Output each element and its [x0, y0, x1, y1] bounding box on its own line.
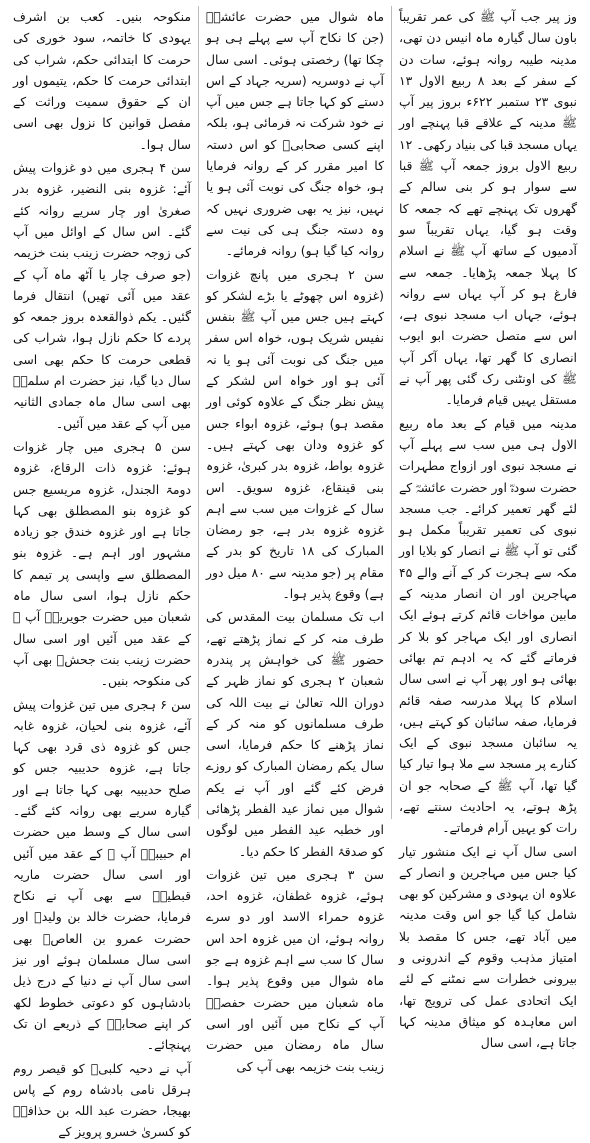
paragraph: سن ۲ ہجری میں پانچ غزوات (غزوہ اس چھوٹے یا بڑے لشکر کو کہتے ہیں جس میں آپ ﷺ بنفس نفیس شریک ہوں، خواہ اس سفر میں جنگ کی نوبت آئی ہو یا نہ آئی ہو اور خواہ اس لشکر کے پیش نظر جنگ کے علاوہ کوئی اور مقصد ہو) ہوئے، غزوہ ابواء جس کو غزوہ ودان بھی کہتے ہیں۔ غزوہ بواط، غزوہ بدر کبریٰ، غزوہ بنی قینقاع، غزوہ سویق۔ اس سال کے غزوات میں سب سے اہم غزوہ غزوہ بدر ہے، جو رمضان المبارک کی ۱۸ تاریخ کو بدر کے مقام پر (جو مدینہ سے ۸۰ میل دور ہے) وقوع پذیر ہوا۔ — [206, 266, 384, 602]
paragraph: آپ نے دحیہ کلبیؓ کو قیصر روم ہرقل نامی بادشاہ روم کے پاس بھیجا، حضرت عبد اللہ بن حذافہؓ کو کسریٰ خسرو پرویز کے — [13, 1060, 191, 1140]
column-middle — [199, 6, 392, 1074]
paragraph: سن ۵ ہجری میں چار غزوات ہوئے: غزوہ ذات الرقاع، غزوہ دومۃ الجندل، غزوہ مریسیع جس کو غزوہ بنو المصطلق بھی کہا جاتا ہے اور غزوہ خندق جو زیادہ مشہور اور اہم ہے۔ غزوہ بنو المصطلق سے واپسی پر تیمم کا حکم نازل ہوا، اسی سال ماہ شعبان میں حضرت جویریہؓ آپ ﷺ کے عقد میں آئیں اور اسی سال حضرت زینب بنت جحشؓ بھی آپ کی منکوحہ بنیں۔ — [13, 438, 191, 689]
paragraph: ماہ شوال میں حضرت عائشہؓ (جن کا نکاح آپ سے پہلے ہی ہو چکا تھا) رخصتی ہوئی۔ اسی سال آپ نے دوسریہ (سریہ جہاد کے اس دستے کو کہا جاتا ہے جس میں آپ نے خود شرکت نہ فرمائی ہو، بلکہ اپنے کسی صحابیؓ کو اس دستہ کا امیر مقرر کر کے روانہ فرمایا ہو، خواہ جنگ کی نوبت آئی ہو یا نہیں، نیز یہ بھی ضروری نہیں کہ وہ دستہ جنگ ہی کی نیت سے روانہ کیا گیا ہو) روانہ فرمائے۔ — [206, 9, 384, 259]
paragraph: مدینہ میں قیام کے بعد ماہ ربیع الاول ہی میں سب سے پہلے آپ نے مسجد نبوی اور ازواج مطہرات حضرت سودہؓ اور حضرت عائشہؓ کے لئے گھر تعمیر کرائے۔ جب مسجد نبوی کی تعمیر تقریباً مکمل ہو گئی تو آپ ﷺ نے انصار کو بلایا اور مکہ سے ہجرت کر کے آنے والے ۴۵ مہاجرین اور ان انصار مدینہ کے مابین مواخات قائم کرتے ہوئے ایک انصاری اور ایک مہاجر کو بلا کر فرماتے گئے کہ یہ ادہم تم بھائی بھائی ہو اور پھر آپ نے اسی سال اسلام کا پہلا مدرسہ صفہ قائم فرمایا، صفہ سائبان کو کہتے ہیں، یہ سائبان مسجد نبوی کے ایک کنارے پر مسجد سے ملا ہوا تیار کیا گیا تھا، آپ ﷺ کے صحابہ جو ان پڑھ ہوتے، یہ احادیث سنتے تھے، رات کو یہیں آرام فرماتے۔ — [399, 415, 577, 836]
paragraph: اب تک مسلمان بیت المقدس کی طرف منہ کر کے نماز پڑھتے تھے، حضور ﷺ کی خواہش پر پندرہ شعبان ۲ ہجری کو نماز ظہر کے دوران اللہ تعالیٰ نے بیت اللہ کی طرف مسلمانوں کو منہ کر کے نماز پڑھنے کا حکم فرمایا، اسی سال یکم رمضان المبارک کو روزے فرض کئے گئے اور آپ نے یکم شوال میں نماز عید الفطر پڑھائی اور خطبہ عید الفطر میں لوگوں کو صدقۂ الفطر کا حکم دیا۔ — [206, 609, 384, 859]
paragraph: سن ۶ ہجری میں تین غزوات پیش آئے، غزوہ بنی لحیان، غزوہ غابہ جس کو غزوہ ذی قرد بھی کہا جاتا ہے، غزوہ حدیبیہ جس کو صلح حدیبیہ بھی کہا جاتا ہے اور گیارہ سریے بھی روانہ کئے گئے۔ اسی سال کے وسط میں حضرت ام حبیبہؓ آپ ﷺ کے عقد میں آئیں اور اسی سال حضرت ماریہ قبطیہؓ سے بھی آپ نے نکاح فرمایا، حضرت خالد بن ولیدؓ اور حضرت عمرو بن العاصؓ بھی اسی سال مسلمان ہوئے اور نیز اسی سال آپ نے دنیا کے درج ذیل بادشاہوں کو دعوتی خطوط لکھ کر اپنے صحابہؓ کے ذریعے ان تک پہنچائے۔ — [13, 696, 191, 1053]
column-right — [392, 6, 584, 1051]
paragraph: سن ۴ ہجری میں دو غزوات پیش آئے: غزوہ بنی النضیر، غزوہ بدر صغریٰ اور چار سریے روانہ کئے گئے۔ اس سال کے اوائل میں آپ کی زوجہ حضرت زینب بنت خزیمہ (جو صرف چار یا آٹھ ماہ آپ کے عقد میں آئی تھیں) انتقال فرما گئیں۔ یکم ذوالقعدہ بروز جمعہ کو پردے کا حکم نازل ہوا، شراب کی قطعی حرمت کا حکم بھی اسی سال دیا گیا، نیز حضرت ام سلمہؓ بھی اسی سال ماہ جمادی الثانیہ میں آپ کے عقد میں آئیں۔ — [13, 160, 192, 431]
column-left — [6, 6, 199, 1140]
paragraph: سن ۳ ہجری میں تین غزوات ہوئے، غزوہ غطفان، غزوہ احد، غزوہ حمراء الاسد اور دو سرے روانہ ہوئے، ان میں غزوہ احد اس سال کا سب سے اہم غزوہ ہے جو ماہ شوال میں وقوع پذیر ہوا۔ ماہ شعبان میں حضرت حفصہؓ آپ کے نکاح میں آئیں اور اسی سال ماہ رمضان میں حضرت زینب بنت خزیمہ بھی آپ کی — [206, 866, 384, 1074]
paragraph: وز پیر جب آپ ﷺ کی عمر تقریباً باون سال گیارہ ماہ انیس دن تھی، مدینہ طیبہ روانہ ہوئے، سات دن کے سفر کے بعد ۸ ربیع الاول ١٣ نبوی ۲۳ ستمبر ۶۲۲ء بروز پیر آپ ﷺ مدینہ کے علاقے قبا پہنچے اور یہاں مسجد قبا کی بنیاد رکھی۔ ۱۲ ربیع الاول بروز جمعہ آپ ﷺ قبا سے سوار ہو کر بنی سالم کے گھروں تک پہنچے تھے کہ جمعہ کا وقت ہو گیا، یہاں تقریباً سو آدمیوں کے ساتھ آپ ﷺ نے اسلام کا پہلا جمعہ پڑھایا۔ جمعہ سے فارغ ہو کر آپ یہاں سے روانہ ہوئے، جہاں اب مسجد نبوی ہے، اس سے متصل حضرت ابو ایوب انصاری کا گھر تھا، یہاں آکر آپ ﷺ کی اونٹنی رک گئی پھر آپ نے مستقل یہیں قیام فرمایا۔ — [399, 9, 577, 408]
paragraph: اسی سال آپ نے ایک منشور تیار کیا جس میں مہاجرین و انصار کے علاوہ ان یہودی و مشرکین کو بھی شامل کیا گیا جو اس وقت مدینہ میں آباد تھے، جس کا مقصد بلا امتیاز مذہب وقوم کے اندرونی و بیرونی خطرات سے نمٹنے کے لئے ایک اتحادی عمل کی ترویج تھا، اس معاہدہ کو میثاق مدینہ کہا جاتا ہے، اسی سال — [399, 843, 577, 1051]
paragraph: منکوحہ بنیں۔ کعب بن اشرف یہودی کا خاتمہ، سود خوری کی حرمت کا ابتدائی حکم، شراب کی ابتدائی حرمت کا حکم، یتیموں اور ان کے حقوق سمیت وراثت کے مفصل قوانین کا نزول بھی اسی سال ہوا۔ — [13, 9, 191, 152]
